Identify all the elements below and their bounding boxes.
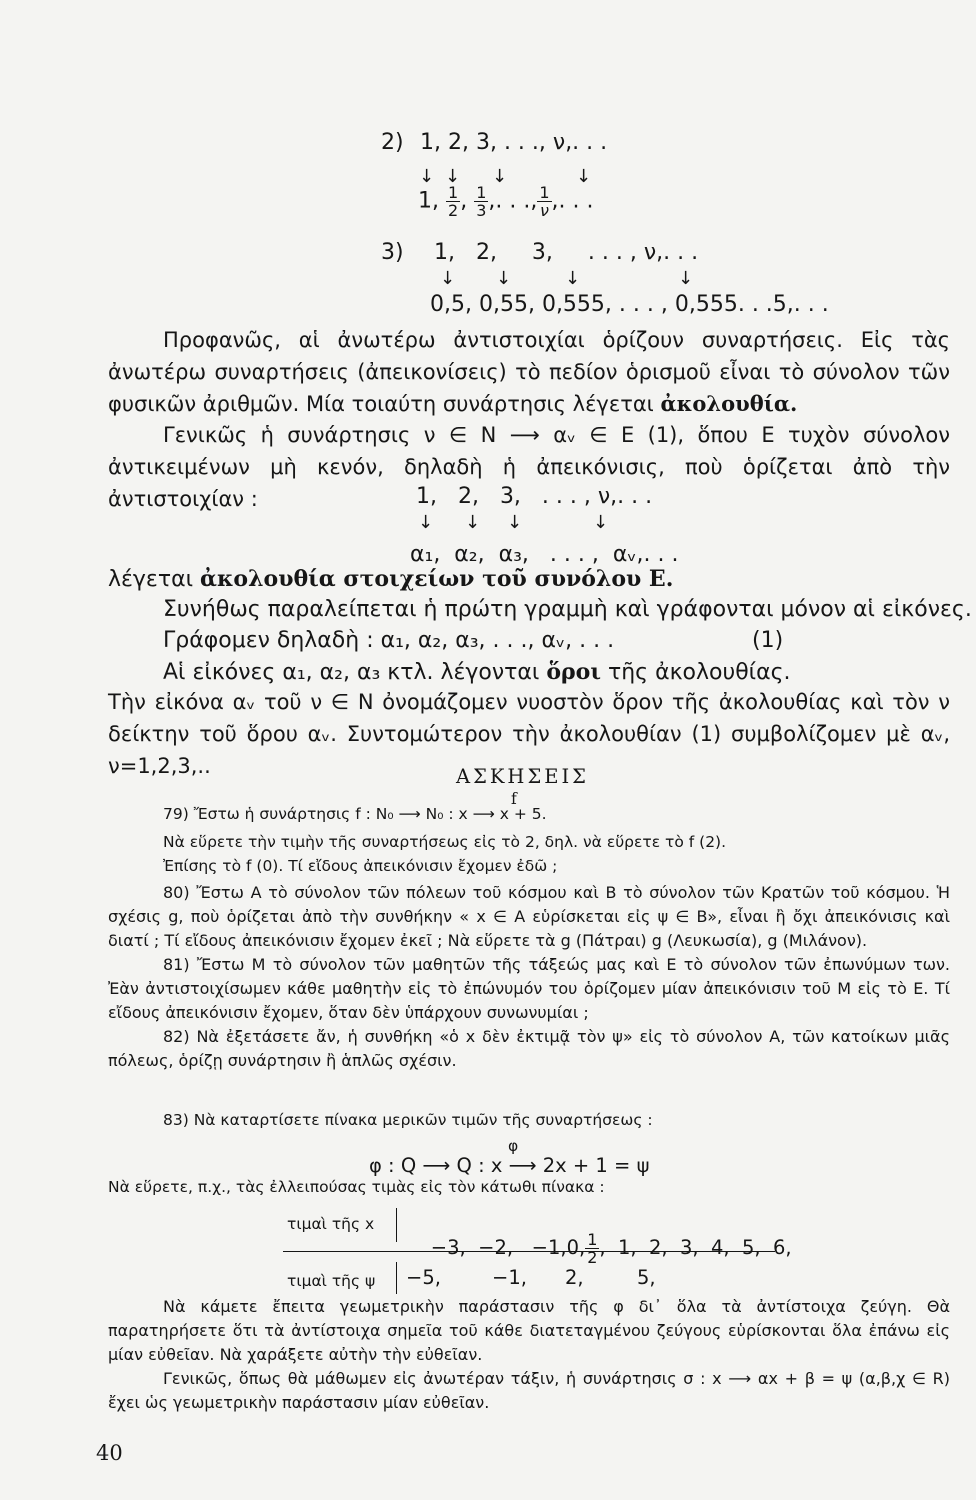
arrow-down-icon: ↓: [445, 166, 461, 187]
example2-top-row: 1, 2, 3, . . ., ν,. . .: [420, 130, 608, 155]
exercise-81: 81) Ἔστω M τὸ σύνολον τῶν μαθητῶν τῆς τάξεώς μας καὶ E τὸ σύνολον τῶν ἐπωνύμων των. Ἐὰν ἀντιστοιχίσωμεν κάθε μαθητὴν εἰς τὸ ἐπώνυμόν του ὁρίζομεν μίαν ἀπεικόνισιν τοῦ M εἰς τὸ E. Τί εἴδους ἀπεικόνισιν ἔχομεν, ὅταν δὲν ὑπάρχουν συνωνυμίαι ;: [108, 955, 950, 1022]
paragraph-nth-term: Τὴν εἰκόνα αᵥ τοῦ ν ∈ N ὀνομάζομεν νυοστὸν ὅρον τῆς ἀκολουθίας καὶ τὸν ν δείκτην τοῦ ὅρου αᵥ. Συντομώτερον τὴν ἀκολουθίαν (1) συμβολίζομεν μὲ αᵥ, ν=1,2,3,..: [108, 690, 950, 778]
ex79-f-label: f: [511, 790, 517, 808]
table-row1-values: −3, −2, −1,0, $\frac{1}{2}$ , 1, 2, 3, 4, 5, 6,: [430, 1230, 792, 1267]
fraction-nu: $\frac{1}{\nu}$: [539, 183, 550, 220]
table-row2-value: 5,: [637, 1266, 656, 1289]
example3-bottom-row: 0,5, 0,55, 0,555, . . . , 0,555. . .5,. . .: [430, 292, 829, 317]
arrow-down-icon: ↓: [678, 268, 694, 289]
arrow-down-icon: ↓: [418, 512, 434, 533]
equation-number: (1): [752, 628, 784, 653]
arrow-down-icon: ↓: [576, 166, 592, 187]
paragraph-terms: Αἱ εἰκόνες α₁, α₂, α₃ κτλ. λέγονται ὅροι τῆς ἀκολουθίας.: [163, 659, 791, 685]
trail-dots: ,. . .: [551, 188, 594, 214]
arrow-down-icon: ↓: [565, 268, 581, 289]
table-row2-value: 2,: [565, 1266, 584, 1289]
general-bottom-row: α₁, α₂, α₃, . . . , αᵥ,. . .: [410, 542, 679, 567]
general-top-row: 1, 2, 3, . . . , ν,. . .: [416, 484, 653, 509]
table-row2-value: −1,: [492, 1266, 527, 1289]
table-row2-value: −5,: [406, 1266, 441, 1289]
example3-top-row: 1, 2, 3, . . . , ν,. . .: [434, 240, 699, 265]
paragraph-general: Γενικῶς ἡ συνάρτησις ν ∈ N ⟶ αᵥ ∈ E (1), ὅπου E τυχὸν σύνολον ἀντικειμένων μὴ κενόν, δηλαδὴ ἡ ἀπεικόνισις, ποὺ ὁρίζεται ἀπὸ τὴν ἀντιστοιχίαν :: [108, 423, 950, 511]
paragraph-write-images: Γράφομεν δηλαδὴ : α₁, α₂, α₃, . . ., αᵥ, . . .: [163, 628, 615, 653]
table-row1-label: τιμαὶ τῆς x: [287, 1215, 375, 1233]
ex83-function: φ : Q ⟶ Q : x ⟶ 2x + 1 = ψ: [369, 1154, 650, 1177]
table-divider: [396, 1262, 397, 1294]
dots: ,. . .,: [488, 188, 538, 214]
exercise-80: 80) Ἔστω A τὸ σύνολον τῶν πόλεων τοῦ κόσμου καὶ B τὸ σύνολον τῶν Κρατῶν τοῦ κόσμου. Ἡ σχέσις g, ποὺ ὁρίζεται ἀπὸ τὴν συνθήκην « x ∈ A εὑρίσκεται εἰς ψ ∈ B», εἶναι ἢ ὄχι ἀπεικόνισις καὶ διατί ; Τί εἴδους ἀπεικόνισιν ἔχομεν ἐκεῖ ; Νὰ εὕρετε τὰ g (Πάτραι) g (Λευκωσία), g (Μιλάνον).: [108, 883, 950, 950]
arrow-down-icon: ↓: [593, 512, 609, 533]
example2-bottom-row: 1, $\frac{1}{2}$ , $\frac{1}{3}$ ,. . ., $\frac{1}{\nu}$ ,. . .: [418, 183, 594, 220]
term-sequence: ἀκολουθία.: [660, 391, 798, 416]
ex83-c: Νὰ κάμετε ἔπειτα γεωμετρικὴν παράστασιν τῆς φ δι᾿ ὅλα τὰ ἀντίστοιχα ζεύγη. Θὰ παρατηρήσετε ὅτι τὰ ἀντίστοιχα σημεῖα τοῦ κάθε διατεταγμένου ζεύγους εὑρίσκονται ὅλα ἐπάνω εἰς μίαν εὐθεῖαν. Νὰ χαράξετε αὐτὴν τὴν εὐθεῖαν.: [108, 1297, 950, 1364]
arrow-down-icon: ↓: [440, 268, 456, 289]
exercise-79: 79) Ἔστω ἡ συνάρτησις f : N₀ ⟶ N₀ : x ⟶ x + 5.: [163, 805, 547, 823]
example3-label: 3): [381, 240, 404, 265]
term-terms: ὅροι: [546, 659, 601, 685]
fraction-half: $\frac{1}{2}$: [587, 1230, 598, 1267]
arrow-down-icon: ↓: [419, 166, 435, 187]
arrow-down-icon: ↓: [492, 166, 508, 187]
ex83-find: Νὰ εὕρετε, π.χ., τὰς ἐλλειπούσας τιμὰς εἰς τὸν κάτωθι πίνακα :: [108, 1178, 605, 1196]
paragraph-omit-first-row: Συνήθως παραλείπεται ἡ πρώτη γραμμὴ καὶ γράφονται μόνον αἱ εἰκόνες.: [163, 597, 972, 622]
exercise-79-b: Ἐπίσης τὸ f (0). Τί εἴδους ἀπεικόνισιν ἔχομεν ἐδῶ ;: [163, 857, 558, 875]
ex83-d: Γενικῶς, ὅπως θὰ μάθωμεν εἰς ἀνωτέραν τάξιν, ἡ συνάρτησις σ : x ⟶ αx + β = ψ (α,β,χ ∈ R) ἔχει ὡς γεωμετρικὴν παράστασιν μίαν εὐθεῖαν.: [108, 1369, 950, 1412]
fraction-half: $\frac{1}{2}$: [448, 183, 459, 220]
exercise-82: 82) Νὰ ἐξετάσετε ἄν, ἡ συνθήκη «ὁ x δὲν ἐκτιμᾷ τὸν ψ» εἰς τὸ σύνολον A, τῶν κατοίκων μιᾶς πόλεως, ὁρίζῃ συνάρτησιν ἢ ἁπλῶς σχέσιν.: [108, 1027, 950, 1070]
arrow-down-icon: ↓: [496, 268, 512, 289]
first-term: 1,: [418, 188, 439, 214]
fraction-third: $\frac{1}{3}$: [476, 183, 487, 220]
arrow-down-icon: ↓: [465, 512, 481, 533]
page-number: 40: [96, 1441, 123, 1465]
paragraph-sequence-elements: λέγεται ἀκολουθία στοιχείων τοῦ συνόλου E.: [108, 566, 674, 592]
table-row2-label: τιμαὶ τῆς ψ: [287, 1272, 376, 1290]
term-sequence-of-elements: ἀκολουθία στοιχείων τοῦ συνόλου E.: [200, 566, 674, 592]
exercises-title: ΑΣΚΗΣΕΙΣ: [456, 765, 589, 788]
ex83-phi-label: φ: [508, 1137, 519, 1155]
arrow-down-icon: ↓: [507, 512, 523, 533]
exercise-79-a: Νὰ εὕρετε τὴν τιμὴν τῆς συναρτήσεως εἰς τὸ 2, δηλ. νὰ εὕρετε τὸ f (2).: [163, 833, 727, 851]
table-divider: [396, 1208, 397, 1242]
paragraph-definition: Προφανῶς, αἱ ἀνωτέρω ἀντιστοιχίαι ὁρίζουν συναρτήσεις. Εἰς τὰς ἀνωτέρω συναρτήσεις (ἀπεικονίσεις) τὸ πεδίον ὁρισμοῦ εἶναι τὸ σύνολον τῶν φυσικῶν ἀριθμῶν. Μία τοιαύτη συνάρτησις λέγεται ἀκολουθία.: [108, 328, 950, 416]
table-rule: [283, 1251, 775, 1252]
exercise-83: 83) Νὰ καταρτίσετε πίνακα μερικῶν τιμῶν τῆς συναρτήσεως :: [163, 1111, 653, 1129]
example2-label: 2): [381, 130, 404, 155]
